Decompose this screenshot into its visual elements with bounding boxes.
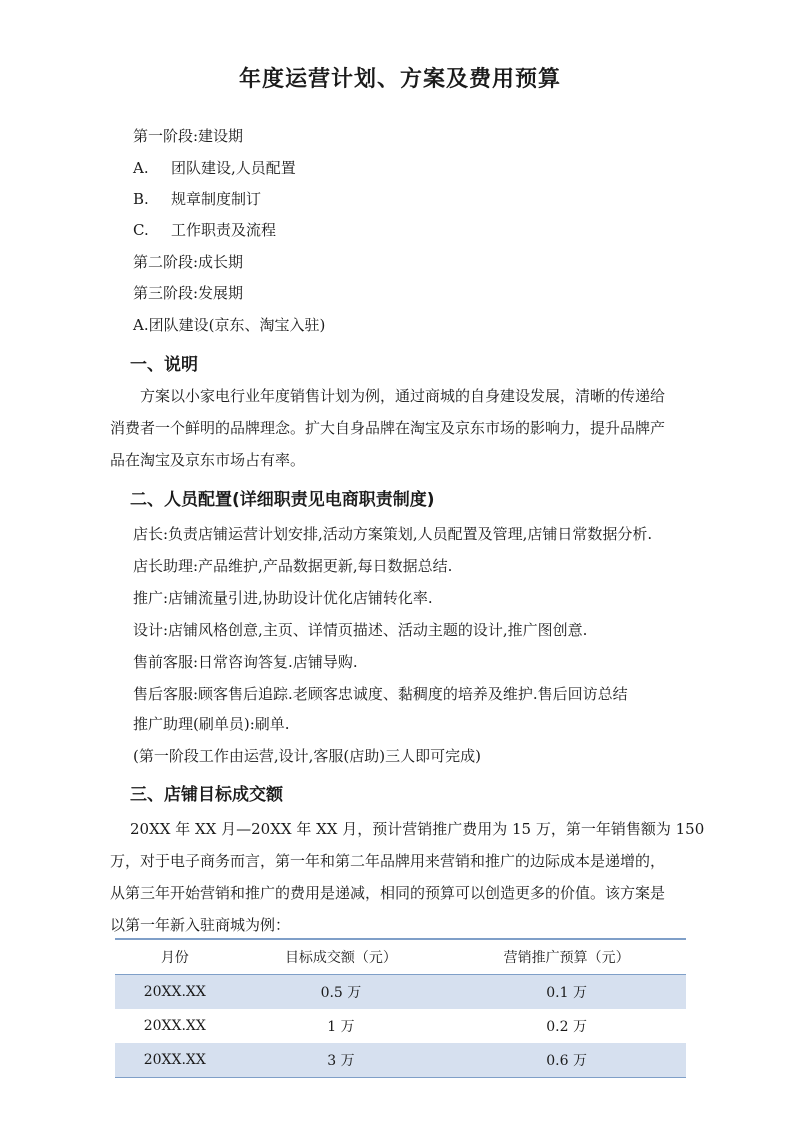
column-header-month: 月份 (115, 939, 235, 975)
table-cell: 20XX.XX (115, 1043, 235, 1078)
phase-3-label: 第三阶段:发展期 (133, 284, 244, 302)
phase1-item-c (133, 220, 276, 240)
table-row (115, 975, 686, 1010)
role-presale-service: 售前客服:日常咨询答复.店铺导购. (133, 653, 358, 671)
section-1-paragraph (110, 380, 700, 476)
table-row (115, 1009, 686, 1043)
section-3-paragraph (110, 813, 705, 941)
role-manager-assistant: 店长助理:产品维护,产品数据更新,每日数据总结. (133, 557, 453, 575)
table-cell: 20XX.XX (115, 975, 235, 1010)
phase3-item-a: A.团队建设(京东、淘宝入驻) (133, 316, 326, 334)
table-cell: 1 万 (327, 1019, 355, 1035)
list-text: 规章制度制订 (171, 190, 262, 208)
role-promotion: 推广:店铺流量引进,协助设计优化店铺转化率. (133, 589, 433, 607)
phase-2-label: 第二阶段:成长期 (133, 253, 244, 271)
role-promotion-assistant: 推广助理(刷单员):刷单. (133, 715, 290, 733)
role-design: 设计:店铺风格创意,主页、详情页描述、活动主题的设计,推广图创意. (133, 621, 588, 639)
phase-1-label: 第一阶段:建设期 (133, 127, 244, 145)
paragraph-line: 品在淘宝及京东市场占有率。 (110, 451, 306, 469)
table-cell: 0.5 万 (235, 975, 448, 1010)
paragraph-line: 万，对于电子商务而言，第一年和第二年品牌用来营销和推广的边际成本是递增的， (110, 852, 666, 870)
section-1-heading: 一、说明 (130, 355, 198, 375)
column-header-target-sales: 目标成交额（元） (235, 939, 448, 975)
list-text: 工作职责及流程 (171, 221, 277, 239)
paragraph-line: 20XX 年 XX 月—20XX 年 XX 月，预计营销推广费用为 15 万，第一年销售额为 150 (130, 820, 705, 838)
list-letter: C. (133, 221, 149, 239)
budget-table (115, 938, 686, 1078)
page-title: 年度运营计划、方案及费用预算 (238, 67, 561, 92)
paragraph-line: 消费者一个鲜明的品牌理念。扩大自身品牌在淘宝及京东市场的影响力，提升品牌产 (110, 419, 666, 437)
column-header-marketing-budget: 营销推广预算（元） (447, 939, 686, 975)
paragraph-line: 方案以小家电行业年度销售计划为例，通过商城的自身建设发展，清晰的传递给 (140, 387, 666, 405)
list-letter: B. (133, 190, 149, 208)
role-aftersale-service: 售后客服:顾客售后追踪.老顾客忠诚度、黏稠度的培养及维护.售后回访总结 (133, 685, 628, 703)
section-2-heading: 二、人员配置(详细职责见电商职责制度) (130, 490, 435, 510)
list-text: 团队建设,人员配置 (171, 159, 296, 177)
table-cell: 3 万 (235, 1043, 448, 1078)
table-cell: 20XX.XX (143, 1018, 206, 1034)
paragraph-line: 以第一年新入驻商城为例： (110, 916, 291, 934)
table-row (115, 1043, 686, 1078)
role-note: (第一阶段工作由运营,设计,客服(店助)三人即可完成) (133, 747, 481, 765)
phase1-item-b (133, 189, 261, 209)
table-cell: 0.2 万 (546, 1019, 587, 1035)
table-header-row (115, 939, 686, 975)
table-cell: 0.6 万 (447, 1043, 686, 1078)
list-letter: A. (133, 159, 149, 177)
role-store-manager: 店长:负责店铺运营计划安排,活动方案策划,人员配置及管理,店铺日常数据分析. (133, 525, 653, 543)
table-cell: 0.1 万 (447, 975, 686, 1010)
section-3-heading: 三、店铺目标成交额 (130, 785, 283, 805)
phase1-item-a (133, 158, 296, 178)
paragraph-line: 从第三年开始营销和推广的费用是递减，相同的预算可以创造更多的价值。该方案是 (110, 884, 666, 902)
